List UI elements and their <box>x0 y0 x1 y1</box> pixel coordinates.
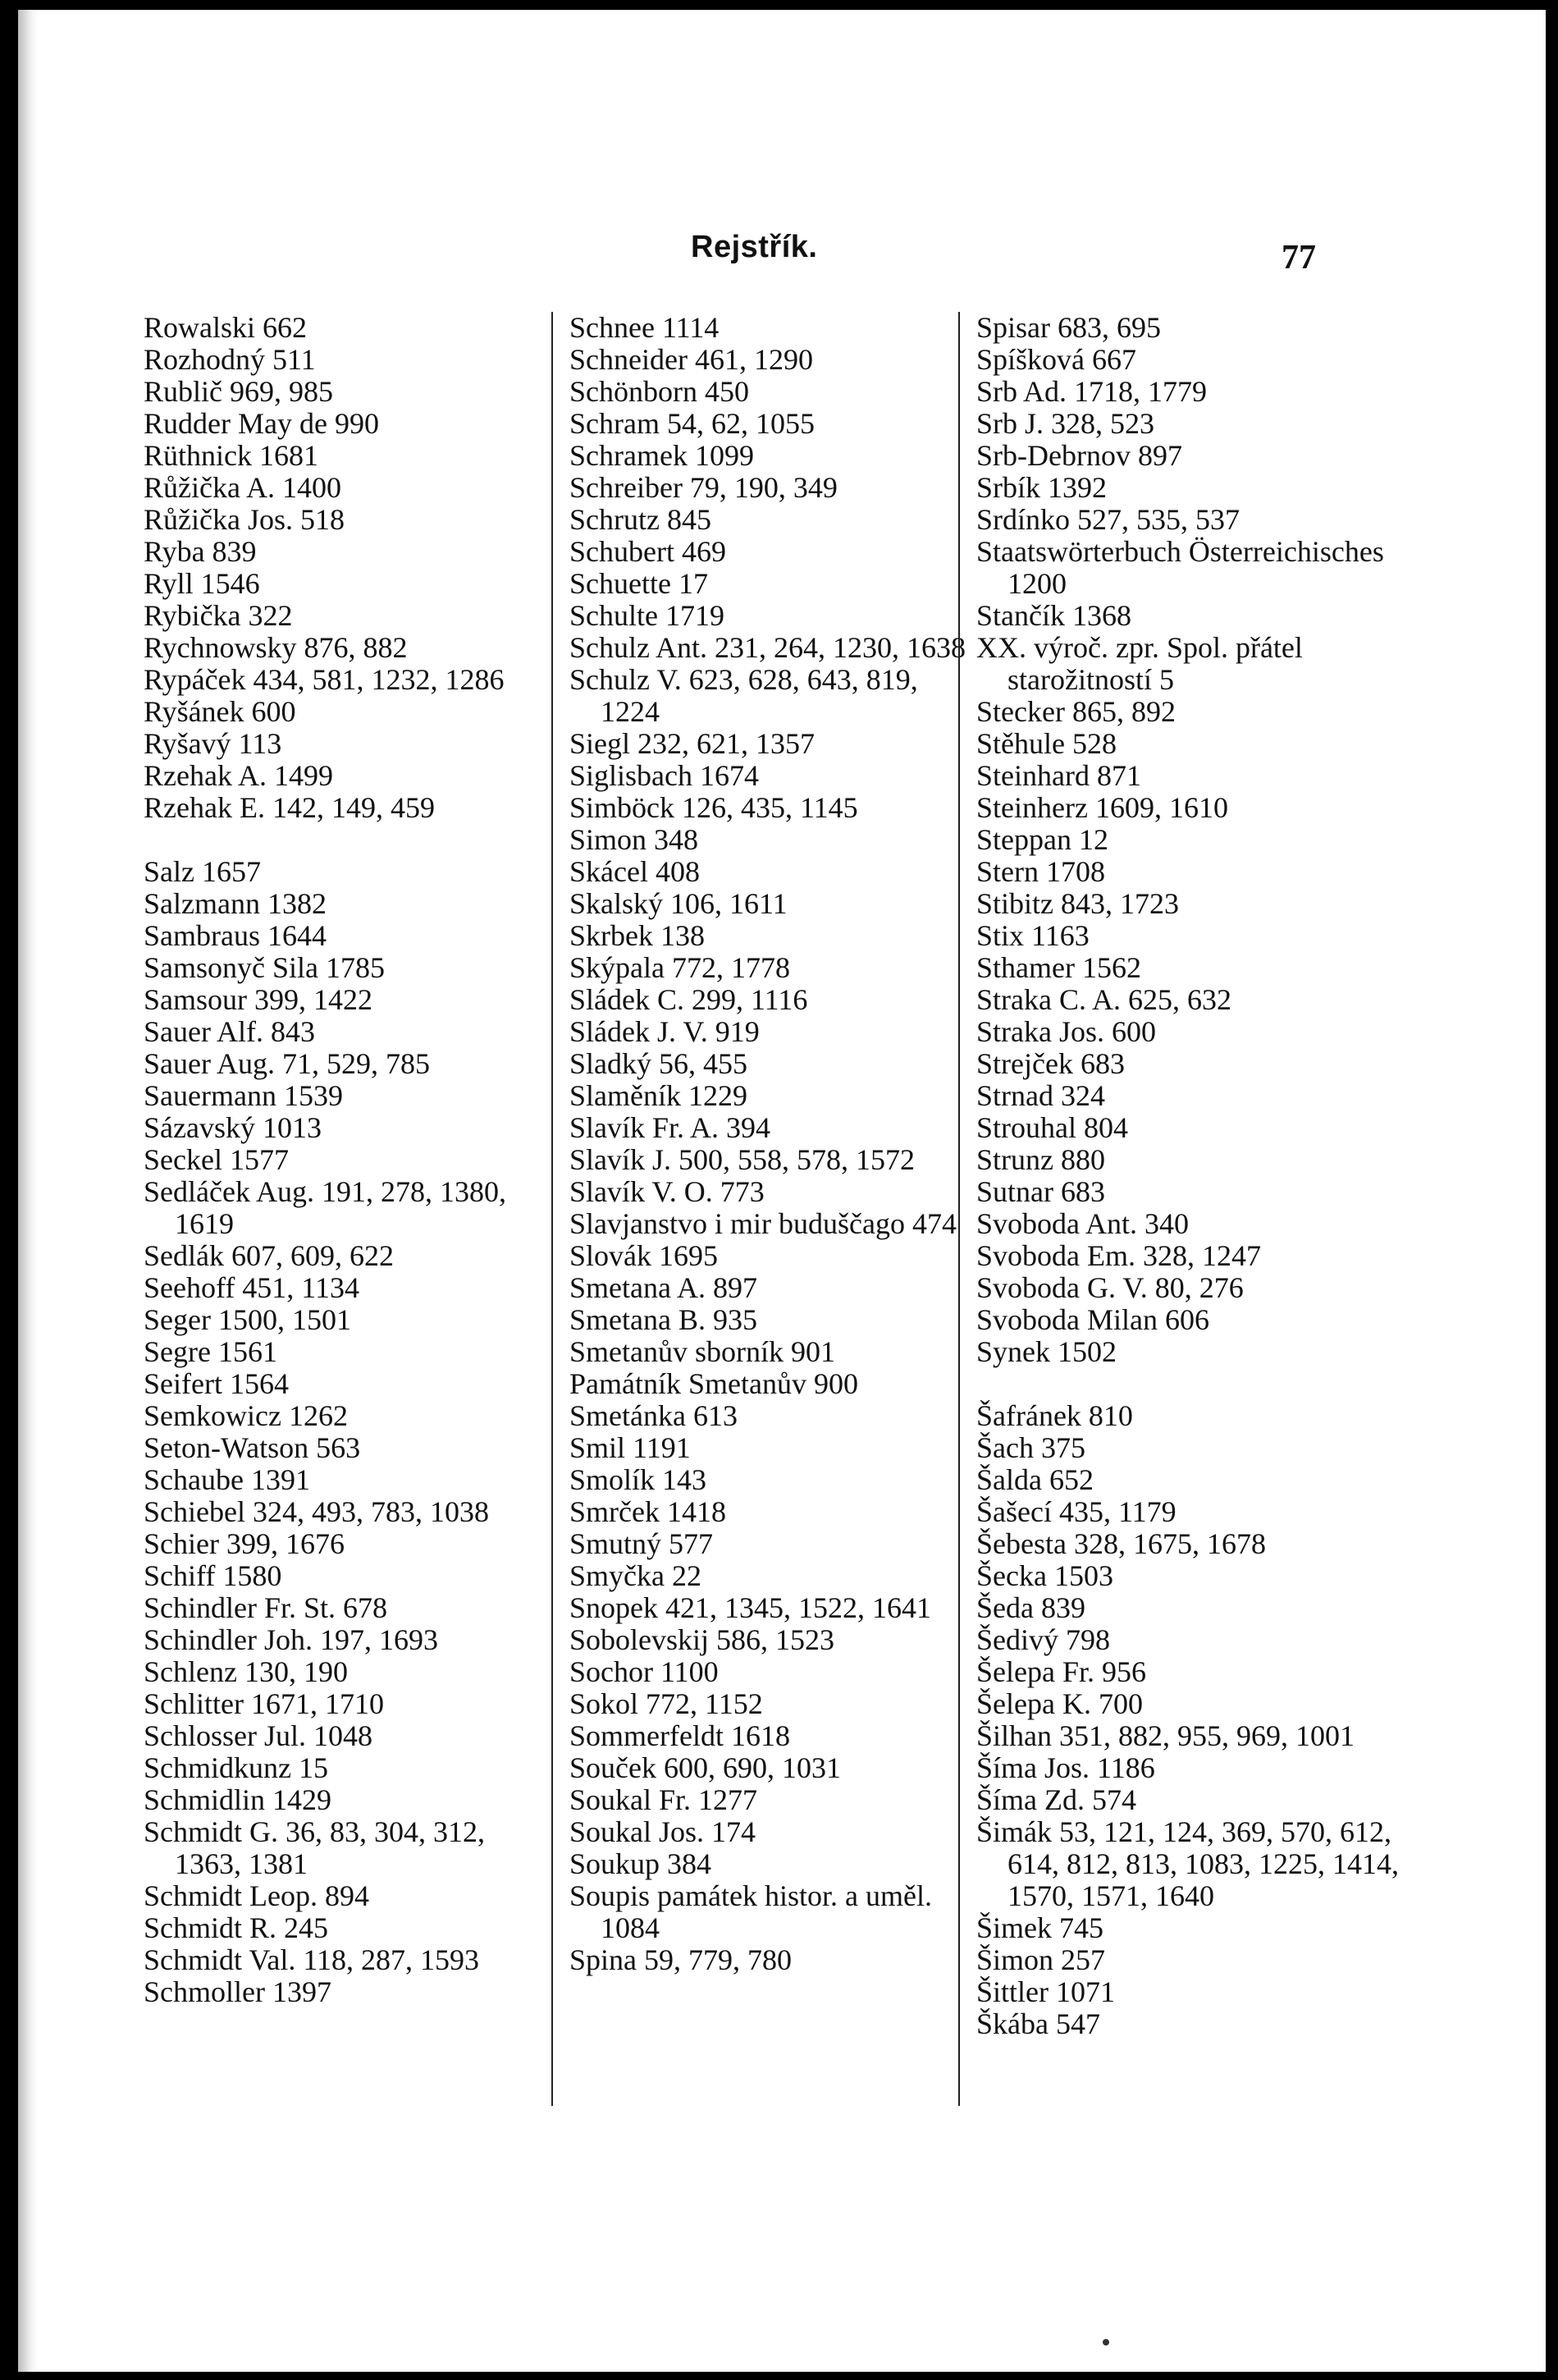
index-entry: Strouhal 804 <box>976 1111 1128 1144</box>
index-entry: Schiebel 324, 493, 783, 1038 <box>144 1495 489 1528</box>
index-entry: Slavík Fr. A. 394 <box>569 1111 771 1144</box>
index-entry: Svoboda Milan 606 <box>976 1303 1209 1336</box>
index-entry: Seifert 1564 <box>144 1367 289 1400</box>
index-entry: Ryšavý 113 <box>144 727 282 760</box>
index-entry: Sladký 56, 455 <box>569 1047 748 1080</box>
index-entry: Simon 348 <box>569 823 699 856</box>
index-entry: Ryba 839 <box>144 535 257 568</box>
index-entry: Smolík 143 <box>569 1463 707 1496</box>
index-entry: Soupis památek histor. a uměl. 1084 <box>569 1879 932 1944</box>
index-entry: Soukal Fr. 1277 <box>569 1783 758 1816</box>
index-entry: Rzehak E. 142, 149, 459 <box>144 791 435 824</box>
index-entry: Šach 375 <box>976 1431 1085 1464</box>
index-entry: Sázavský 1013 <box>144 1111 322 1144</box>
index-entry: Schindler Joh. 197, 1693 <box>144 1623 438 1656</box>
index-entry: Smutný 577 <box>569 1527 714 1560</box>
index-entry: Schaube 1391 <box>144 1463 310 1496</box>
page-number: 77 <box>1282 239 1316 277</box>
index-entry: Sedláček Aug. 191, 278, 1380, 1619 <box>144 1175 506 1240</box>
index-entry: Sládek J. V. 919 <box>569 1015 760 1048</box>
index-entry: Srdínko 527, 535, 537 <box>976 503 1240 536</box>
index-column-2 <box>551 312 971 2106</box>
index-entry: Slavjanstvo i mir buduščago 474 <box>569 1207 957 1240</box>
index-entry: Růžička Jos. 518 <box>144 503 345 536</box>
index-entry: Sochor 1100 <box>569 1655 719 1688</box>
index-entry: Soukup 384 <box>569 1847 712 1880</box>
index-entry: Srb Ad. 1718, 1779 <box>976 375 1208 408</box>
index-entry: Smetana B. 935 <box>569 1303 757 1336</box>
index-entry: Schmidlin 1429 <box>144 1783 332 1816</box>
letter-section-gap <box>144 824 550 856</box>
index-entry: Sauer Alf. 843 <box>144 1015 315 1048</box>
index-entry: Schulte 1719 <box>569 599 724 632</box>
index-entry: Šimák 53, 121, 124, 369, 570, 612, 614, 812, 813, 1083, 1225, 1414, 1570, 1571, 1640 <box>976 1815 1399 1912</box>
index-entry: Šelepa K. 700 <box>976 1687 1143 1720</box>
index-entry: Rypáček 434, 581, 1232, 1286 <box>144 663 505 696</box>
index-entry: Schram 54, 62, 1055 <box>569 407 815 440</box>
index-entry: Slovák 1695 <box>569 1239 719 1272</box>
index-entry: Stecker 865, 892 <box>976 695 1176 728</box>
index-entry: Šedivý 798 <box>976 1623 1111 1656</box>
index-entry: Růžička A. 1400 <box>144 471 341 504</box>
index-entry: Šittler 1071 <box>976 1975 1115 2008</box>
index-entry: XX. výroč. zpr. Spol. přátel starožitností 5 <box>976 631 1303 696</box>
index-entry: Sauermann 1539 <box>144 1079 343 1112</box>
index-entry: Schulz Ant. 231, 264, 1230, 1638 <box>569 631 966 664</box>
index-entry: Šalda 652 <box>976 1463 1094 1496</box>
index-entry: Rowalski 662 <box>144 311 308 344</box>
index-entry: Schulz V. 623, 628, 643, 819, 1224 <box>569 663 918 728</box>
index-entry: Šelepa Fr. 956 <box>976 1655 1146 1688</box>
index-entry: Strejček 683 <box>976 1047 1125 1080</box>
index-entry: Rozhodný 511 <box>144 343 316 376</box>
index-entry: Straka Jos. 600 <box>976 1015 1156 1048</box>
index-entry: Rublič 969, 985 <box>144 375 333 408</box>
index-entry: Seckel 1577 <box>144 1143 289 1176</box>
index-entry: Stěhule 528 <box>976 727 1117 760</box>
index-entry: Sládek C. 299, 1116 <box>569 983 808 1016</box>
index-entry: Škába 547 <box>976 2007 1100 2040</box>
index-entry: Šecka 1503 <box>976 1559 1113 1592</box>
index-entry: Skalský 106, 1611 <box>569 887 788 920</box>
index-entry: Stix 1163 <box>976 919 1090 952</box>
index-entry: Steppan 12 <box>976 823 1108 856</box>
index-entry: Straka C. A. 625, 632 <box>976 983 1231 1016</box>
index-entry: Schnee 1114 <box>569 311 720 344</box>
index-entry: Strunz 880 <box>976 1143 1105 1176</box>
index-entry: Šeda 839 <box>976 1591 1085 1624</box>
index-entry: Slaměník 1229 <box>569 1079 747 1112</box>
index-entry: Sauer Aug. 71, 529, 785 <box>144 1047 430 1080</box>
letter-section-gap <box>976 1368 1419 1400</box>
index-entry: Srb J. 328, 523 <box>976 407 1155 440</box>
index-entry: Steinherz 1609, 1610 <box>976 791 1228 824</box>
index-entry: Sambraus 1644 <box>144 919 327 952</box>
index-entry: Schmidkunz 15 <box>144 1751 328 1784</box>
index-entry: Sobolevskij 586, 1523 <box>569 1623 835 1656</box>
index-entry: Spina 59, 779, 780 <box>569 1943 793 1976</box>
page-edge-shadow <box>18 10 38 2372</box>
index-entry: Slavík V. O. 773 <box>569 1175 765 1208</box>
index-entry: Šíma Zd. 574 <box>976 1783 1136 1816</box>
index-entry: Schrutz 845 <box>569 503 711 536</box>
index-entry: Schmidt R. 245 <box>144 1911 329 1944</box>
index-entry: Schreiber 79, 190, 349 <box>569 471 838 504</box>
index-entry: Sthamer 1562 <box>976 951 1141 984</box>
index-entry: Schier 399, 1676 <box>144 1527 345 1560</box>
index-entry: Seehoff 451, 1134 <box>144 1271 359 1304</box>
index-entry: Šimon 257 <box>976 1943 1106 1976</box>
index-entry: Sedlák 607, 609, 622 <box>144 1239 394 1272</box>
index-entry: Snopek 421, 1345, 1522, 1641 <box>569 1591 931 1624</box>
index-entry: Schmidt G. 36, 83, 304, 312, 1363, 1381 <box>144 1815 486 1880</box>
index-entry: Seton-Watson 563 <box>144 1431 361 1464</box>
index-entry: Schlitter 1671, 1710 <box>144 1687 384 1720</box>
index-entry: Siegl 232, 621, 1357 <box>569 727 816 760</box>
index-entry: Schubert 469 <box>569 535 726 568</box>
index-entry: Schlenz 130, 190 <box>144 1655 348 1688</box>
index-entry: Schneider 461, 1290 <box>569 343 813 376</box>
index-entry: Schmidt Val. 118, 287, 1593 <box>144 1943 480 1976</box>
index-entry: Smrček 1418 <box>569 1495 726 1528</box>
index-entry: Simböck 126, 435, 1145 <box>569 791 858 824</box>
index-entry: Smetana A. 897 <box>569 1271 757 1304</box>
index-entry: Samsour 399, 1422 <box>144 983 372 1016</box>
index-entry: Stern 1708 <box>976 855 1105 888</box>
ink-speck <box>1103 2339 1109 2346</box>
index-entry: Šašecí 435, 1179 <box>976 1495 1176 1528</box>
index-entry: Sokol 772, 1152 <box>569 1687 763 1720</box>
index-entry: Památník Smetanův 900 <box>569 1367 858 1400</box>
index-entry: Rychnowsky 876, 882 <box>144 631 408 664</box>
index-entry: Ryšánek 600 <box>144 695 296 728</box>
index-entry: Skýpala 772, 1778 <box>569 951 790 984</box>
index-entry: Slavík J. 500, 558, 578, 1572 <box>569 1143 916 1176</box>
index-entry: Skácel 408 <box>569 855 700 888</box>
index-entry: Siglisbach 1674 <box>569 759 759 792</box>
index-entry: Synek 1502 <box>976 1335 1117 1368</box>
index-entry: Srb-Debrnov 897 <box>976 439 1182 472</box>
index-entry: Skrbek 138 <box>569 919 705 952</box>
index-entry: Smetanův sborník 901 <box>569 1335 835 1368</box>
index-entry: Staatswörterbuch Österreichisches 1200 <box>976 535 1384 600</box>
index-entry: Schmidt Leop. 894 <box>144 1879 369 1912</box>
index-entry: Šafránek 810 <box>976 1399 1133 1432</box>
index-entry: Svoboda Em. 328, 1247 <box>976 1239 1261 1272</box>
index-entry: Stibitz 843, 1723 <box>976 887 1180 920</box>
index-entry: Seger 1500, 1501 <box>144 1303 351 1336</box>
index-entry: Rzehak A. 1499 <box>144 759 333 792</box>
index-column-1 <box>144 312 550 2008</box>
index-entry: Srbík 1392 <box>976 471 1108 504</box>
index-entry: Smyčka 22 <box>569 1559 701 1592</box>
index-entry: Sommerfeldt 1618 <box>569 1719 790 1752</box>
index-entry: Salzmann 1382 <box>144 887 327 920</box>
index-entry: Rudder May de 990 <box>144 407 379 440</box>
index-entry: Rüthnick 1681 <box>144 439 318 472</box>
index-entry: Samsonyč Sila 1785 <box>144 951 385 984</box>
index-page <box>18 10 1546 2372</box>
index-entry: Schönborn 450 <box>569 375 749 408</box>
index-entry: Svoboda G. V. 80, 276 <box>976 1271 1244 1304</box>
index-entry: Schmoller 1397 <box>144 1975 331 2008</box>
index-entry: Ryll 1546 <box>144 567 260 600</box>
index-entry: Stančík 1368 <box>976 599 1131 632</box>
index-entry: Spíšková 667 <box>976 343 1137 376</box>
index-entry: Segre 1561 <box>144 1335 277 1368</box>
index-entry: Schindler Fr. St. 678 <box>144 1591 388 1624</box>
index-entry: Rybička 322 <box>144 599 293 632</box>
index-entry: Šilhan 351, 882, 955, 969, 1001 <box>976 1719 1355 1752</box>
page-title: Rejstřík. <box>691 230 818 264</box>
index-entry: Schiff 1580 <box>144 1559 282 1592</box>
index-entry: Salz 1657 <box>144 855 261 888</box>
index-entry: Schramek 1099 <box>569 439 754 472</box>
index-entry: Soukal Jos. 174 <box>569 1815 756 1848</box>
index-entry: Sutnar 683 <box>976 1175 1105 1208</box>
index-entry: Strnad 324 <box>976 1079 1105 1112</box>
index-entry: Smil 1191 <box>569 1431 691 1464</box>
index-entry: Schlosser Jul. 1048 <box>144 1719 372 1752</box>
index-entry: Schuette 17 <box>569 567 708 600</box>
index-entry: Souček 600, 690, 1031 <box>569 1751 841 1784</box>
index-entry: Semkowicz 1262 <box>144 1399 348 1432</box>
index-entry: Steinhard 871 <box>976 759 1141 792</box>
index-entry: Šimek 745 <box>976 1911 1104 1944</box>
index-entry: Šebesta 328, 1675, 1678 <box>976 1527 1266 1560</box>
index-entry: Svoboda Ant. 340 <box>976 1207 1190 1240</box>
index-column-3 <box>958 312 1419 2106</box>
index-entry: Šíma Jos. 1186 <box>976 1751 1155 1784</box>
index-entry: Spisar 683, 695 <box>976 311 1161 344</box>
index-entry: Smetánka 613 <box>569 1399 738 1432</box>
